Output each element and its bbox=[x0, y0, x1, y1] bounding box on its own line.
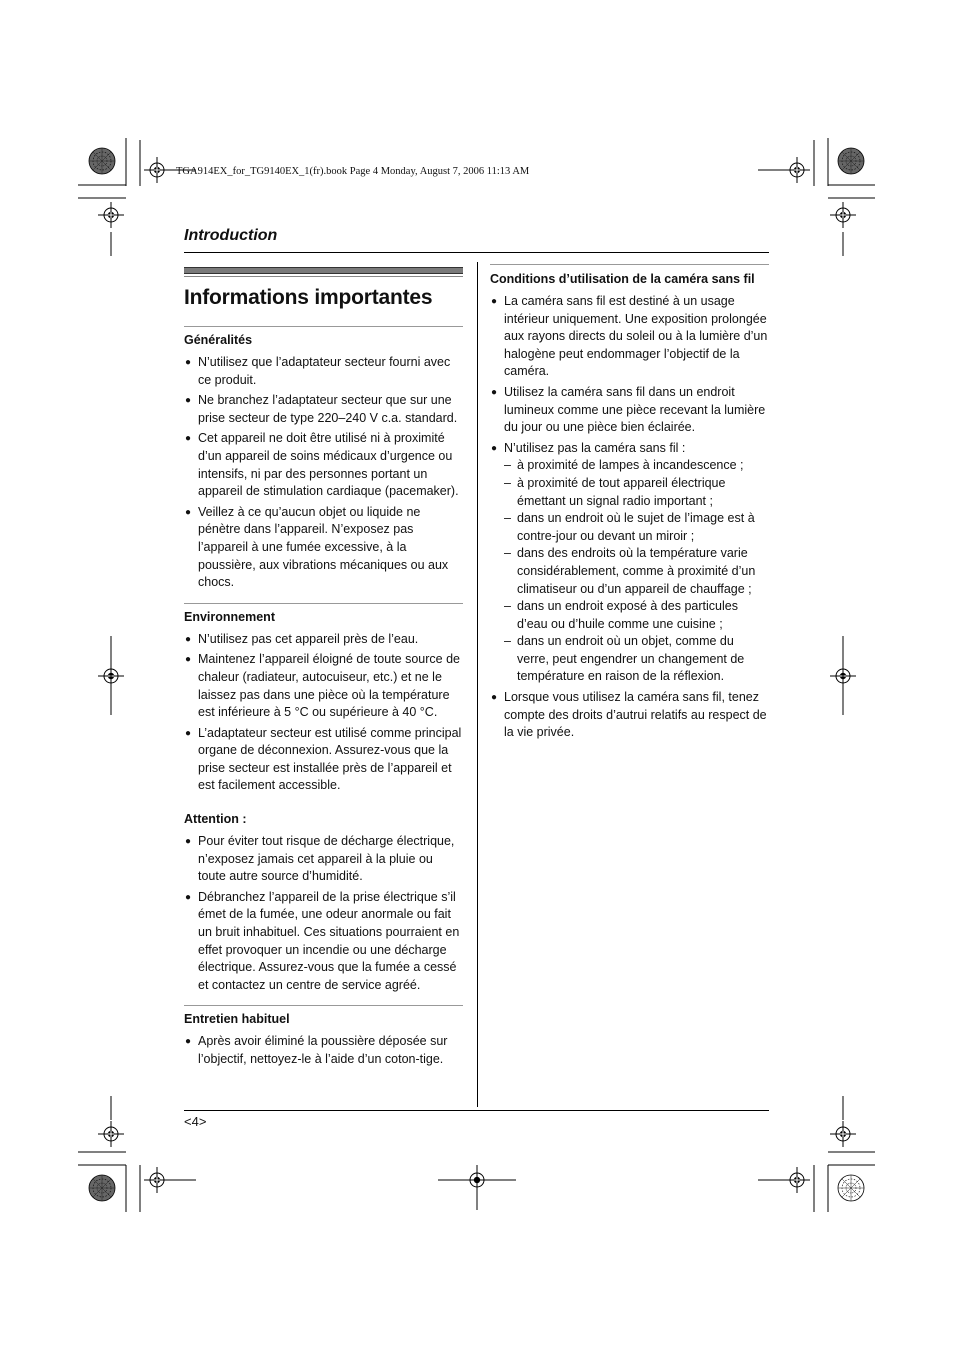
section-rule bbox=[184, 1005, 463, 1006]
bullet-icon: ● bbox=[185, 1036, 192, 1048]
dash-icon: – bbox=[504, 546, 511, 561]
list-item: ● N’utilisez pas cet appareil près de l’eau. bbox=[184, 631, 463, 649]
sub-list-item: – dans un endroit où un objet, comme du verre, peut engendrer un changement de température en raison de la réflexion. bbox=[504, 634, 745, 684]
dash-icon: – bbox=[504, 511, 511, 526]
bullet-icon: ● bbox=[185, 506, 192, 518]
dash-icon: – bbox=[504, 599, 511, 614]
title-bar-line bbox=[184, 276, 463, 277]
section-entretien bbox=[184, 1005, 463, 1068]
section-rule bbox=[184, 603, 463, 604]
bullet-icon: ● bbox=[491, 692, 498, 704]
sub-list-item: – dans un endroit exposé à des particules d’eau ou d’huile comme une cuisine ; bbox=[504, 599, 738, 631]
footer-rule bbox=[184, 1110, 769, 1111]
list-item: ● Cet appareil ne doit être utilisé ni à proximité d’un appareil de soins médicaux d’urgence ou intensifs, ni par des personnes portant un appareil de stimulation cardiaque (pacemaker). bbox=[185, 431, 459, 499]
bullet-icon: ● bbox=[185, 357, 192, 368]
bullet-list bbox=[184, 354, 463, 592]
bullet-list bbox=[184, 1033, 463, 1068]
bullet-icon: ● bbox=[491, 296, 498, 307]
list-item: ● N’utilisez que l’adaptateur secteur fourni avec ce produit. bbox=[185, 355, 451, 387]
bullet-icon: ● bbox=[185, 727, 192, 739]
dash-list bbox=[504, 457, 769, 686]
list-item: ● Débranchez l’appareil de la prise électrique s’il émet de la fumée, une odeur anormale ou fait un bruit inhabituel. Ces situations pourraient en effet provoquer un incendie ou une décharge électrique. Assurez-vous que la fumée a cessé et contactez un centre de service agréé. bbox=[185, 889, 460, 992]
list-item: ● Veillez à ce qu’aucun objet ou liquide ne pénètre dans l’appareil. N’exposez pas l’appareil à une fumée excessive, à la poussière, aux vibrations mécaniques ou aux chocs. bbox=[185, 504, 449, 590]
bullet-icon: ● bbox=[491, 442, 498, 454]
dash-icon: – bbox=[504, 634, 511, 649]
section-heading: Conditions d’utilisation de la caméra sans fil bbox=[490, 272, 755, 286]
section-attention bbox=[184, 811, 463, 994]
list-item: ● Ne branchez l’adaptateur secteur que sur une prise secteur de type 220–240 V c.a. standard. bbox=[185, 393, 458, 425]
bullet-list bbox=[184, 833, 463, 994]
section-heading: Généralités bbox=[184, 333, 253, 347]
sub-list-item: – dans un endroit où le sujet de l’image est à contre-jour ou devant un miroir ; bbox=[504, 511, 755, 543]
section-generalites bbox=[184, 326, 463, 592]
bullet-list bbox=[184, 631, 463, 795]
page-number: <4> bbox=[184, 1114, 207, 1129]
bullet-icon: ● bbox=[491, 386, 498, 398]
section-rule bbox=[184, 326, 463, 327]
list-item: ● Pour éviter tout risque de décharge électrique, n’exposez jamais cet appareil à la pluie ou toute autre source d’humidité. bbox=[185, 834, 455, 884]
file-header: TGA914EX_for_TG9140EX_1(fr).book Page 4 Monday, August 7, 2006 11:13 AM bbox=[176, 166, 530, 177]
header-rule bbox=[184, 252, 769, 253]
right-column bbox=[490, 264, 769, 745]
list-item: ● Après avoir éliminé la poussière déposée sur l’objectif, nettoyez-le à l’aide d’un coton-tige. bbox=[185, 1034, 448, 1066]
bullet-icon: ● bbox=[185, 395, 192, 407]
section-heading: Environnement bbox=[184, 609, 275, 624]
section-heading: Attention : bbox=[184, 812, 247, 827]
bullet-icon: ● bbox=[185, 433, 192, 445]
page-title: Informations importantes bbox=[184, 286, 433, 309]
list-item: ● L’adaptateur secteur est utilisé comme principal organe de déconnexion. Assurez-vous que la prise secteur est installée près de l’appareil et est facilement accessible. bbox=[185, 725, 462, 793]
bullet-icon: ● bbox=[185, 654, 192, 666]
bullet-icon: ● bbox=[185, 836, 192, 848]
left-column bbox=[184, 267, 463, 1072]
list-item: ● La caméra sans fil est destiné à un usage intérieur uniquement. Une exposition prolongée aux rayons directs du soleil ou à la lumière d’un halogène peut endommager l’objectif de la caméra. bbox=[491, 294, 768, 379]
sub-list-item: – à proximité de lampes à incandescence ; bbox=[504, 457, 769, 475]
title-bar bbox=[184, 267, 463, 274]
sub-list-item: – à proximité de tout appareil électrique émettant un signal radio important ; bbox=[504, 475, 726, 508]
list-item: ● Lorsque vous utilisez la caméra sans fil, tenez compte des droits d’autrui relatifs au respect de la vie privée. bbox=[491, 690, 767, 740]
list-item: ● N’utilisez pas la caméra sans fil : – à proximité de lampes à incandescence ; – à proximité de tout appareil électrique émettant un signal radio important ; – dans un endroit où le sujet de l’image est à contre-jour ou devant un miroir ; – dans des endroits où la température varie considérablement, comme à proximité d’un climatiseur ou d’un appareil de chauffage ; – dans un endroit exposé à des particules d’eau ou d’huile comme une cuisine ; – dans un endroit où un objet, comme du verre, peut engendrer un changement de température en raison de la réflexion. bbox=[490, 440, 769, 686]
section-heading: Entretien habituel bbox=[184, 1012, 290, 1027]
list-item: ● Utilisez la caméra sans fil dans un endroit lumineux comme une pièce recevant la lumière du jour ou une pièce bien éclairée. bbox=[491, 384, 766, 435]
section-label: Introduction bbox=[184, 227, 278, 244]
bullet-icon: ● bbox=[185, 633, 192, 645]
dash-icon: – bbox=[504, 458, 511, 473]
dash-icon: – bbox=[504, 475, 511, 490]
bullet-icon: ● bbox=[185, 891, 192, 903]
bullet-list bbox=[490, 293, 769, 742]
list-item: ● Maintenez l’appareil éloigné de toute source de chaleur (radiateur, autocuiseur, etc.) et ne le laissez pas dans une pièce où la température est inférieure à 5 °C ou supérieure à 40 °C. bbox=[185, 652, 460, 720]
column-divider bbox=[477, 262, 478, 1107]
section-rule bbox=[490, 264, 769, 265]
sub-list-item: – dans des endroits où la température varie considérablement, comme à proximité d’un climatiseur ou d’un appareil de chauffage ; bbox=[504, 546, 756, 596]
section-environnement bbox=[184, 603, 463, 795]
